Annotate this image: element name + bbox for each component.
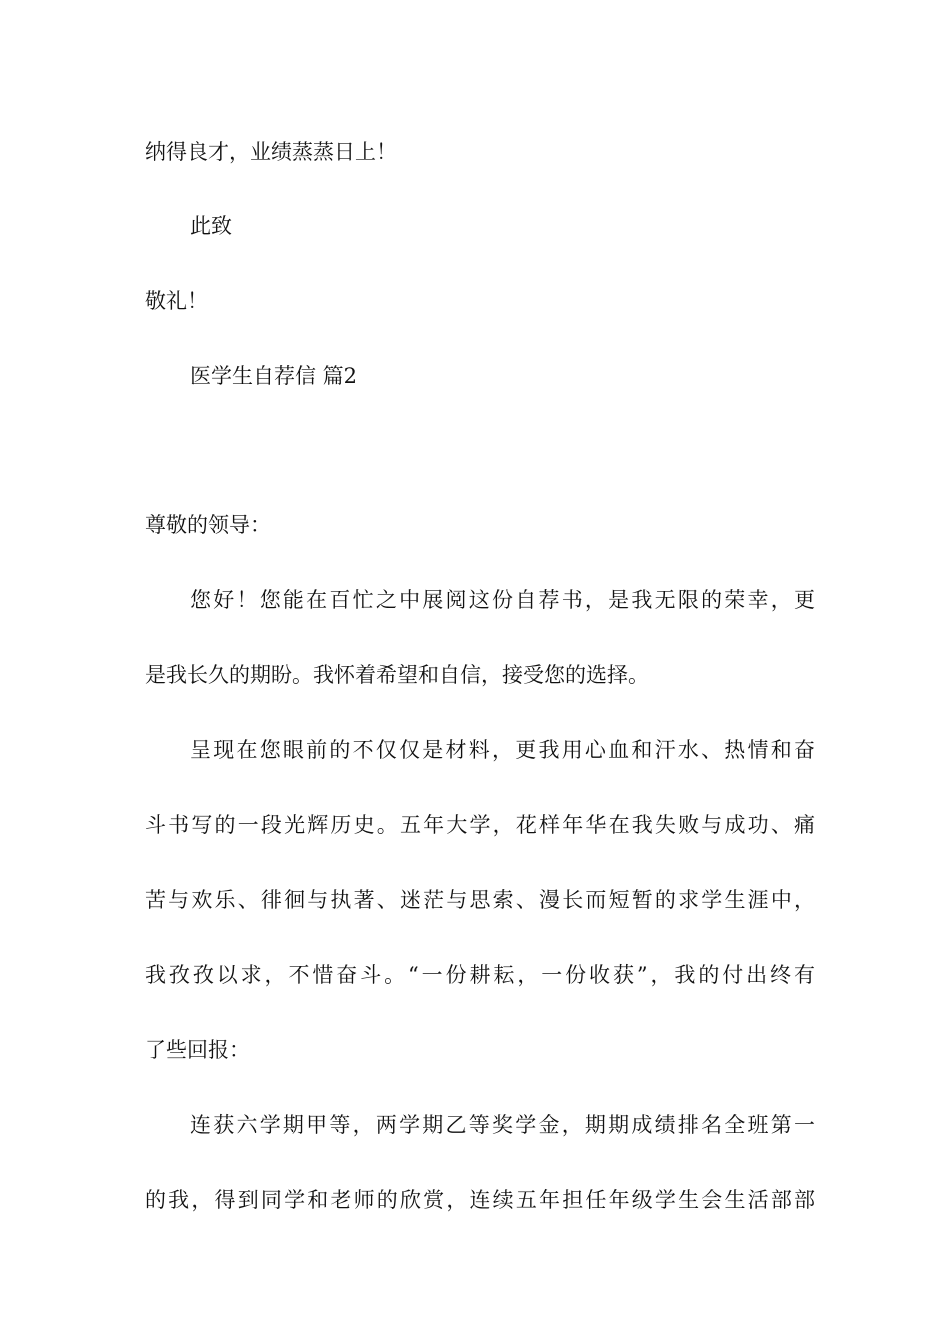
letter-greeting: 尊敬的领导： — [145, 513, 271, 537]
salutation-jingli: 敬礼！ — [145, 289, 208, 313]
letter-closing-wish: 纳得良才，业绩蒸蒸日上！ — [145, 140, 397, 164]
paragraph-line: 苦与欢乐、徘徊与执著、迷茫与思索、漫长而短暂的求学生涯中， — [145, 888, 815, 912]
paragraph-line: 斗书写的一段光辉历史。五年大学，花样年华在我失败与成功、痛 — [145, 813, 815, 837]
paragraph-line: 了些回报： — [145, 1038, 250, 1062]
paragraph-line: 连获六学期甲等，两学期乙等奖学金，期期成绩排名全班第一 — [190, 1113, 815, 1137]
salutation-cizhi: 此致 — [190, 214, 232, 238]
paragraph-line: 您好！您能在百忙之中展阅这份自荐书，是我无限的荣幸，更 — [190, 588, 815, 612]
paragraph-line: 是我长久的期盼。我怀着希望和自信，接受您的选择。 — [145, 663, 649, 687]
paragraph-line: 我孜孜以求，不惜奋斗。“一份耕耘，一份收获”，我的付出终有 — [145, 963, 815, 987]
paragraph-line: 呈现在您眼前的不仅仅是材料，更我用心血和汗水、热情和奋 — [190, 738, 815, 762]
section-heading: 医学生自荐信 篇2 — [190, 364, 358, 388]
paragraph-line: 的我，得到同学和老师的欣赏，连续五年担任年级学生会生活部部 — [145, 1188, 815, 1212]
